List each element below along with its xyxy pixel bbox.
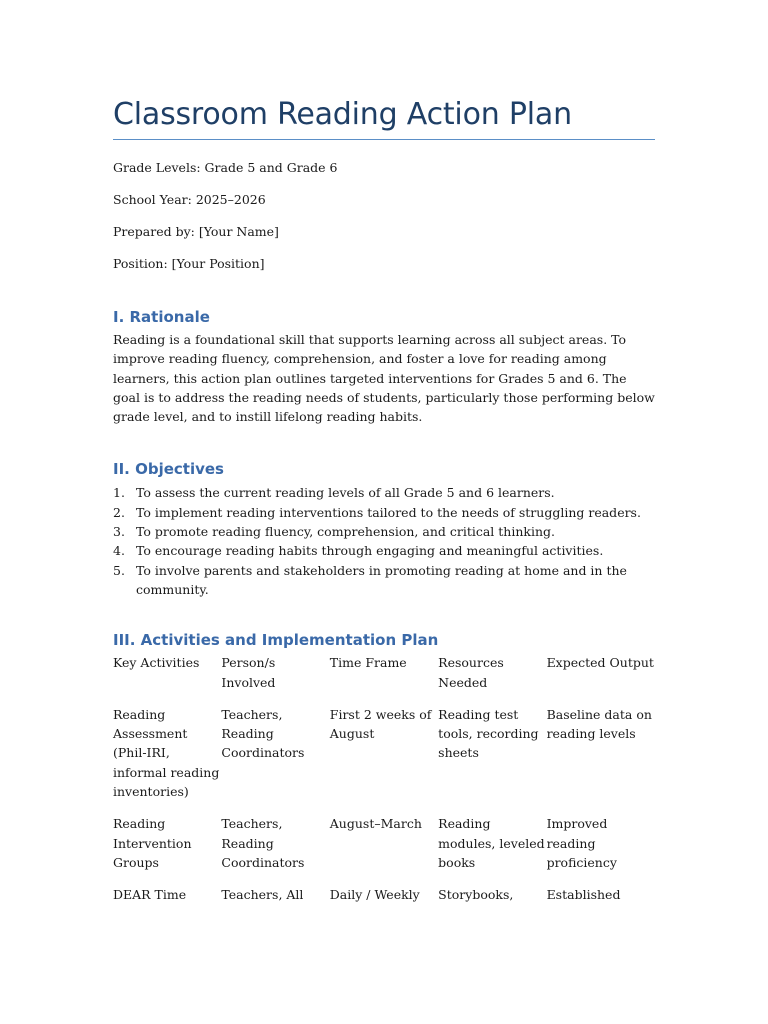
table-cell: Daily / Weekly — [329, 887, 420, 903]
table-cell: Established — [546, 887, 621, 903]
list-item-number: 3. — [113, 524, 125, 540]
column-header: Key Activities — [113, 655, 200, 671]
title-divider — [113, 139, 655, 140]
table-cell: Teachers, Reading Coordinators — [221, 706, 305, 761]
objectives-list — [113, 483, 655, 599]
table-cell: Improved reading proficiency — [546, 816, 617, 870]
table-row — [113, 885, 655, 917]
table-cell: Reading Assessment (Phil-IRI, informal reading inventories) — [113, 706, 220, 800]
table-cell: First 2 weeks of August — [329, 706, 432, 742]
document-page — [113, 96, 655, 918]
table-row — [113, 814, 655, 885]
list-item-text: To assess the current reading levels of all Grade 5 and 6 learners. — [136, 485, 555, 501]
list-item-number: 5. — [113, 562, 125, 578]
list-item — [113, 561, 655, 600]
rationale-heading: I. Rationale — [113, 308, 210, 326]
list-item-number: 2. — [113, 504, 125, 520]
list-item-text: To encourage reading habits through engaging and meaningful activities. — [136, 543, 604, 559]
school-year: School Year: 2025–2026 — [113, 192, 266, 207]
table-cell: Reading Intervention Groups — [113, 816, 192, 870]
column-header: Person/s Involved — [221, 655, 276, 690]
prepared-by: Prepared by: [Your Name] — [113, 224, 279, 239]
table-cell: Reading test tools, recording sheets — [438, 706, 539, 761]
list-item-text: To implement reading interventions tailored to the needs of struggling readers. — [136, 504, 641, 520]
table-cell: August–March — [329, 816, 422, 832]
position: Position: [Your Position] — [113, 256, 265, 271]
list-item-text: To involve parents and stakeholders in promoting reading at home and in the community. — [136, 562, 627, 597]
list-item — [113, 503, 655, 522]
table-cell: DEAR Time — [113, 887, 187, 903]
table-cell: Reading modules, leveled books — [438, 816, 545, 870]
table-cell: Storybooks, — [438, 887, 514, 903]
table-cell: Baseline data on reading levels — [546, 706, 652, 742]
list-item — [113, 483, 655, 502]
list-item-text: To promote reading fluency, comprehension, and critical thinking. — [136, 524, 555, 540]
page-title: Classroom Reading Action Plan — [113, 97, 572, 132]
column-header: Resources Needed — [438, 655, 504, 690]
list-item-number: 1. — [113, 485, 125, 501]
rationale-text: Reading is a foundational skill that supports learning across all subject areas. To improve reading fluency, comprehension, and foster a love for reading among learners, this action plan outlines targeted interventions for Grades 5 and 6. The goal is to address the reading needs of students, particularly those performing below grade level, and to instill lifelong reading habits. — [113, 332, 655, 425]
table-cell: Teachers, Reading Coordinators — [221, 816, 305, 870]
list-item — [113, 541, 655, 560]
activities-table — [113, 653, 655, 917]
column-header: Time Frame — [329, 655, 407, 671]
table-row — [113, 705, 655, 814]
grade-levels: Grade Levels: Grade 5 and Grade 6 — [113, 160, 338, 175]
list-item — [113, 522, 655, 541]
column-header: Expected Output — [546, 655, 654, 671]
list-item-number: 4. — [113, 543, 125, 559]
objectives-heading: II. Objectives — [113, 460, 224, 479]
table-header-row — [113, 653, 655, 705]
table-cell: Teachers, All — [221, 887, 304, 903]
activities-heading: III. Activities and Implementation Plan — [113, 631, 439, 650]
